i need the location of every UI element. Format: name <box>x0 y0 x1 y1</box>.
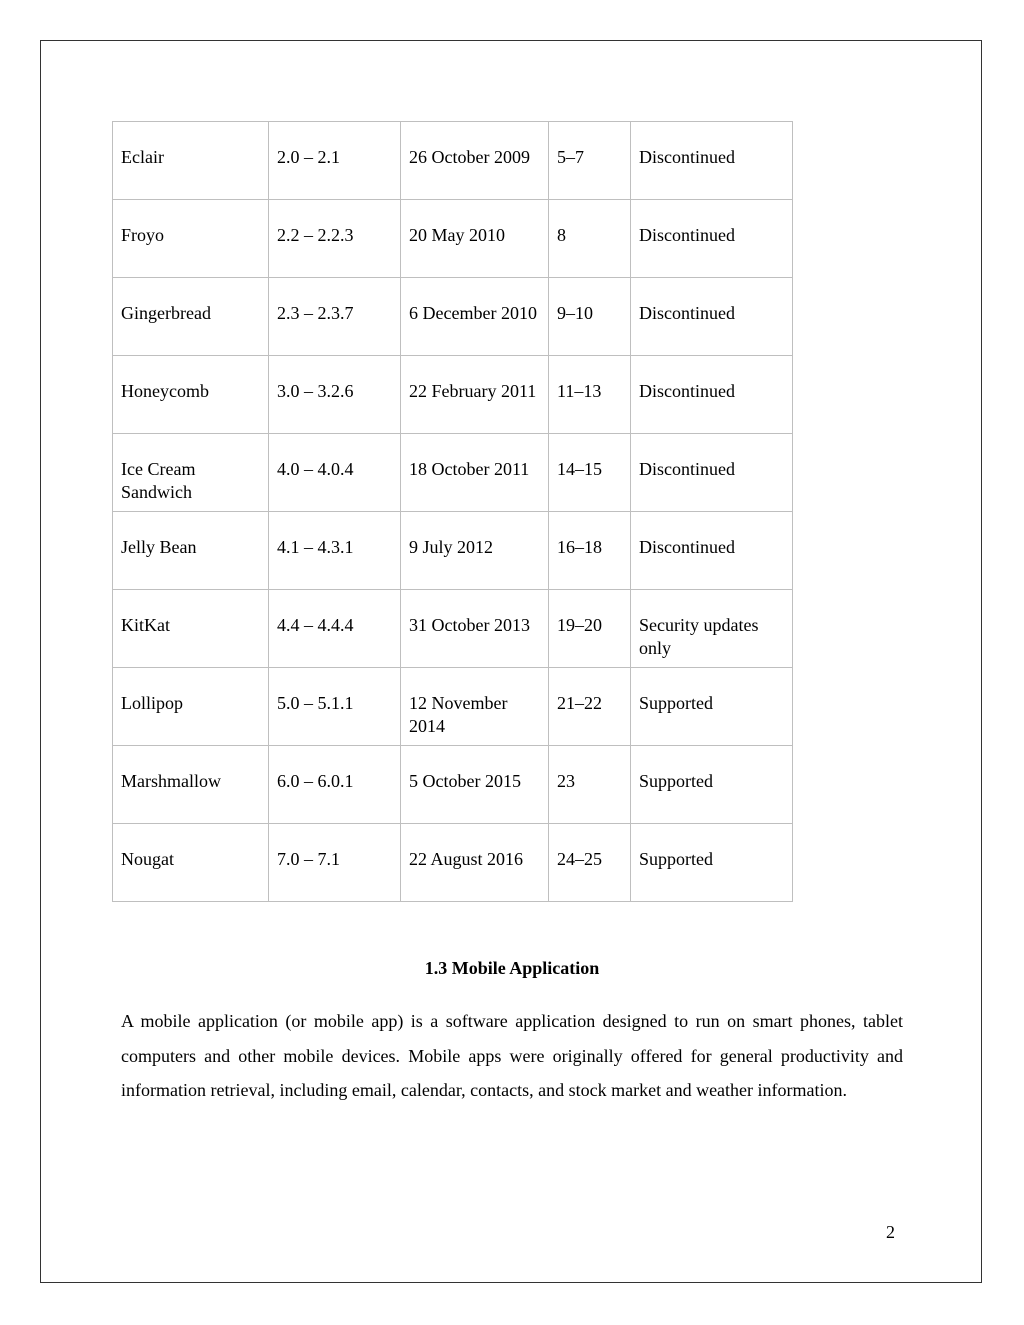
page-number: 2 <box>886 1222 895 1242</box>
api-level-cell: 5–7 <box>549 122 631 200</box>
codename-cell: Froyo <box>113 200 269 278</box>
codename-cell: Ice Cream Sandwich <box>113 434 269 512</box>
api-level-cell: 19–20 <box>549 590 631 668</box>
android-versions-table <box>112 121 793 902</box>
codename-cell: Lollipop <box>113 668 269 746</box>
codename-cell: Jelly Bean <box>113 512 269 590</box>
release-date-cell: 22 August 2016 <box>401 824 549 902</box>
version-cell: 2.0 – 2.1 <box>269 122 401 200</box>
support-status-cell: Supported <box>631 824 793 902</box>
support-status-cell: Discontinued <box>631 278 793 356</box>
version-cell: 3.0 – 3.2.6 <box>269 356 401 434</box>
table-row <box>113 590 793 668</box>
table-row <box>113 434 793 512</box>
table-row <box>113 122 793 200</box>
support-status-cell: Security updates only <box>631 590 793 668</box>
release-date-cell: 18 October 2011 <box>401 434 549 512</box>
api-level-cell: 9–10 <box>549 278 631 356</box>
table-row <box>113 278 793 356</box>
version-cell: 2.3 – 2.3.7 <box>269 278 401 356</box>
table-row <box>113 356 793 434</box>
release-date-cell: 20 May 2010 <box>401 200 549 278</box>
support-status-cell: Discontinued <box>631 356 793 434</box>
codename-cell: Nougat <box>113 824 269 902</box>
table-row <box>113 200 793 278</box>
body-paragraph: A mobile application (or mobile app) is a software application designed to run on smart phones, tablet computers and other mobile devices. Mobile apps were originally offered for general productivity and information retrieval, including email, calendar, contacts, and stock market and weather information. <box>121 1011 903 1100</box>
version-cell: 2.2 – 2.2.3 <box>269 200 401 278</box>
version-cell: 4.1 – 4.3.1 <box>269 512 401 590</box>
api-level-cell: 11–13 <box>549 356 631 434</box>
codename-cell: Marshmallow <box>113 746 269 824</box>
codename-cell: Gingerbread <box>113 278 269 356</box>
table-row <box>113 512 793 590</box>
release-date-cell: 6 December 2010 <box>401 278 549 356</box>
support-status-cell: Supported <box>631 746 793 824</box>
api-level-cell: 23 <box>549 746 631 824</box>
release-date-cell: 12 November 2014 <box>401 668 549 746</box>
release-date-cell: 26 October 2009 <box>401 122 549 200</box>
api-level-cell: 8 <box>549 200 631 278</box>
support-status-cell: Discontinued <box>631 512 793 590</box>
release-date-cell: 31 October 2013 <box>401 590 549 668</box>
table-row <box>113 824 793 902</box>
release-date-cell: 9 July 2012 <box>401 512 549 590</box>
codename-cell: KitKat <box>113 590 269 668</box>
table-row <box>113 746 793 824</box>
release-date-cell: 22 February 2011 <box>401 356 549 434</box>
api-level-cell: 24–25 <box>549 824 631 902</box>
api-level-cell: 21–22 <box>549 668 631 746</box>
version-cell: 5.0 – 5.1.1 <box>269 668 401 746</box>
version-cell: 4.0 – 4.0.4 <box>269 434 401 512</box>
version-cell: 7.0 – 7.1 <box>269 824 401 902</box>
table-row <box>113 668 793 746</box>
support-status-cell: Discontinued <box>631 200 793 278</box>
api-level-cell: 14–15 <box>549 434 631 512</box>
release-date-cell: 5 October 2015 <box>401 746 549 824</box>
section-heading: 1.3 Mobile Application <box>424 958 600 978</box>
version-cell: 4.4 – 4.4.4 <box>269 590 401 668</box>
codename-cell: Eclair <box>113 122 269 200</box>
support-status-cell: Supported <box>631 668 793 746</box>
support-status-cell: Discontinued <box>631 434 793 512</box>
codename-cell: Honeycomb <box>113 356 269 434</box>
version-cell: 6.0 – 6.0.1 <box>269 746 401 824</box>
api-level-cell: 16–18 <box>549 512 631 590</box>
support-status-cell: Discontinued <box>631 122 793 200</box>
